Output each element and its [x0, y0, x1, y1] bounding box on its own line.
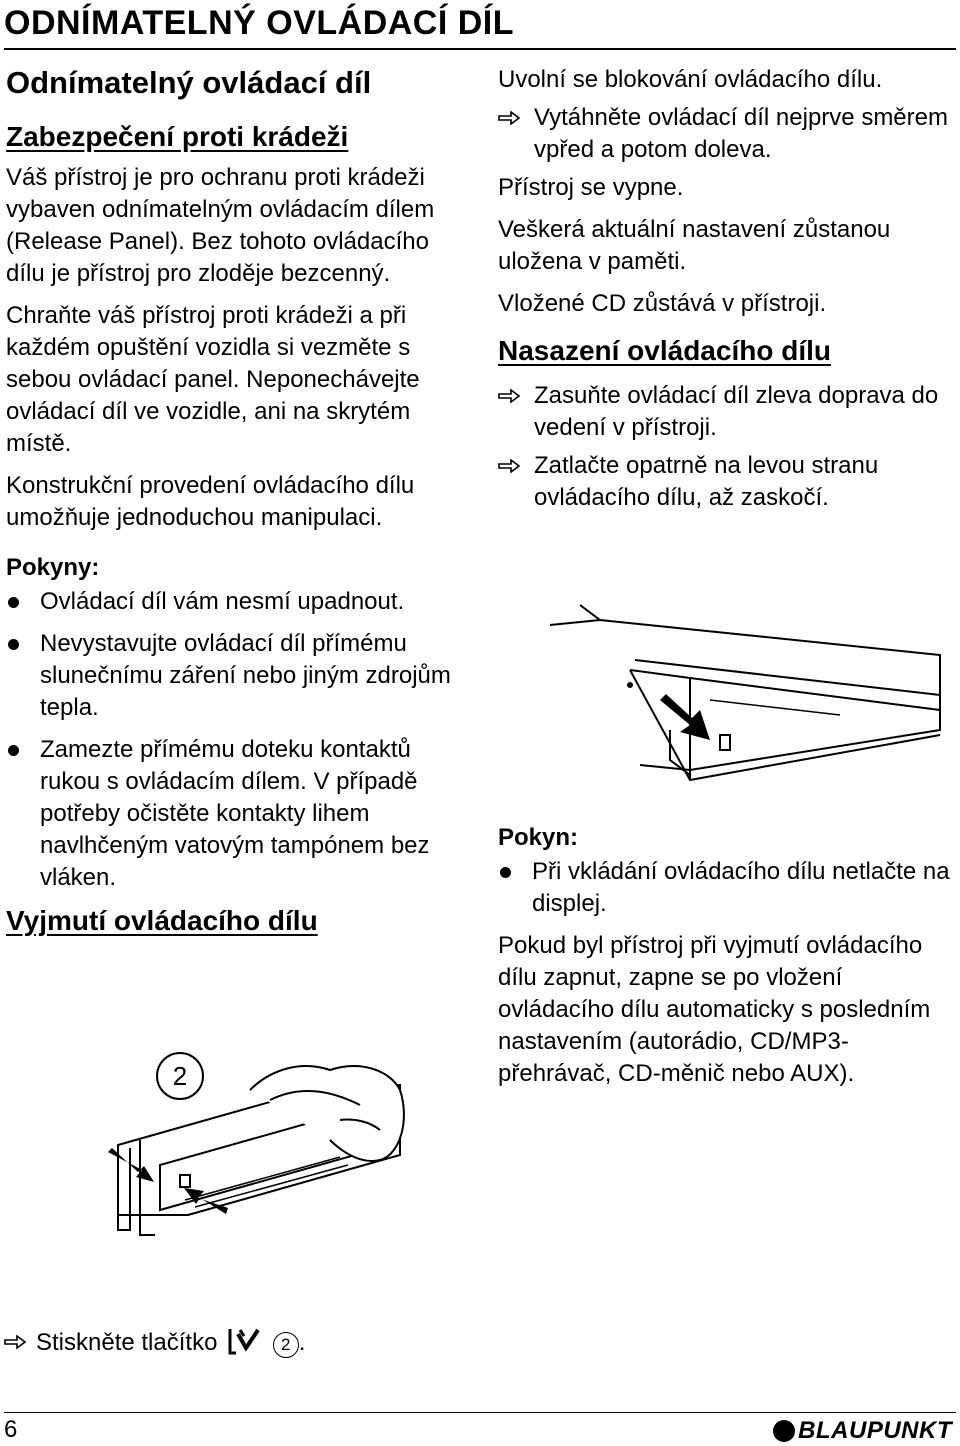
removal-drawing	[100, 1030, 460, 1260]
right-column-lower	[498, 822, 958, 1100]
logo-dot-icon	[773, 1420, 795, 1442]
attach-drawing	[540, 600, 950, 800]
pull-step-text: Vytáhněte ovládací díl nejprve směrem vpřed a potom doleva.	[534, 104, 948, 163]
theft-paragraph-1: Váš přístroj je pro ochranu proti krádeži vybaven odnímatelným ovládacím dílem (Release Panel). Bez tohoto ovládacího dílu je přístroj pro zloděje bezcenný.	[6, 164, 435, 287]
notes-item	[6, 628, 466, 724]
theft-paragraph-2: Chraňte váš přístroj proti krádeži a při každém opuštění vozidla si vezměte s sebou ovládací panel. Neponechávejte ovládací díl ve vozidle, ani na skrytém místě.	[6, 302, 420, 457]
press-step	[498, 450, 958, 514]
bullet-icon	[8, 597, 19, 608]
notes-item	[6, 586, 466, 618]
brand-logo	[773, 1418, 952, 1444]
right-column	[498, 64, 958, 520]
attach-illustration	[540, 600, 950, 800]
page-number: 6	[4, 1416, 18, 1443]
notes-item-text: Nevystavujte ovládací díl přímému slunečnímu záření nebo jiným zdrojům tepla.	[40, 630, 451, 721]
note-label: Pokyn:	[498, 824, 579, 851]
notes-item-text: Zamezte přímému doteku kontaktů rukou s ovládacím dílem. V případě potřeby očistěte kontakty lihem navlhčeným vatovým tampónem bez vláken.	[40, 736, 430, 891]
step-arrow-icon	[498, 459, 520, 473]
notes-item-text: Ovládací díl vám nesmí upadnout.	[40, 588, 405, 615]
notes-list	[6, 586, 466, 894]
power-off-paragraph: Přístroj se vypne.	[498, 174, 684, 201]
figure-callout: 2	[156, 1052, 204, 1100]
pull-step	[498, 102, 958, 166]
theft-paragraph-3: Konstrukční provedení ovládacího dílu umožňuje jednoduchou manipulaci.	[6, 472, 415, 531]
cd-paragraph: Vložené CD zůstává v přístroji.	[498, 290, 827, 317]
notes-label: Pokyny:	[6, 554, 100, 581]
attach-heading: Nasazení ovládacího dílu	[498, 335, 831, 366]
bullet-icon	[8, 745, 19, 756]
page-header-title: ODNÍMATELNÝ OVLÁDACÍ DÍL	[4, 4, 515, 42]
step-arrow-icon	[498, 111, 520, 125]
removal-heading: Vyjmutí ovládacího dílu	[6, 905, 318, 936]
brand-name: BLAUPUNKT	[798, 1417, 952, 1444]
step-arrow-icon	[4, 1335, 26, 1349]
notes-item	[6, 734, 466, 894]
bullet-icon	[8, 639, 19, 650]
press-button-text: Stiskněte tlačítko	[36, 1329, 218, 1356]
press-button-suffix: .	[298, 1329, 306, 1356]
settings-saved-paragraph: Veškerá aktuální nastavení zůstanou uložena v paměti.	[498, 216, 891, 275]
header-rule	[4, 48, 956, 50]
note-list	[498, 856, 958, 920]
note-item	[498, 856, 958, 920]
button-callout: 2	[273, 1332, 299, 1358]
section-title: Odnímatelný ovládací díl	[6, 65, 372, 100]
bullet-icon	[500, 867, 511, 878]
left-column	[6, 64, 466, 946]
press-step-text: Zatlačte opatrně na levou stranu ovládacího dílu, až zaskočí.	[534, 452, 879, 511]
note-item-text: Při vkládání ovládacího dílu netlačte na displej.	[532, 858, 950, 917]
removal-illustration	[100, 1030, 460, 1260]
theft-protection-heading: Zabezpečení proti krádeži	[6, 121, 349, 152]
press-button-step	[4, 1326, 305, 1359]
footer-rule	[4, 1412, 956, 1413]
slide-step	[498, 380, 958, 444]
release-key-icon	[228, 1326, 262, 1356]
step-arrow-icon	[498, 389, 520, 403]
final-paragraph: Pokud byl přístroj při vyjmutí ovládacího dílu zapnut, zapne se po vložení ovládacího dílu automaticky s posledním nastavením (autorádio, CD/MP3-přehrávač, CD-měnič nebo AUX).	[498, 932, 931, 1087]
slide-step-text: Zasuňte ovládací díl zleva doprava do vedení v přístroji.	[534, 382, 939, 441]
release-paragraph: Uvolní se blokování ovládacího dílu.	[498, 66, 883, 93]
